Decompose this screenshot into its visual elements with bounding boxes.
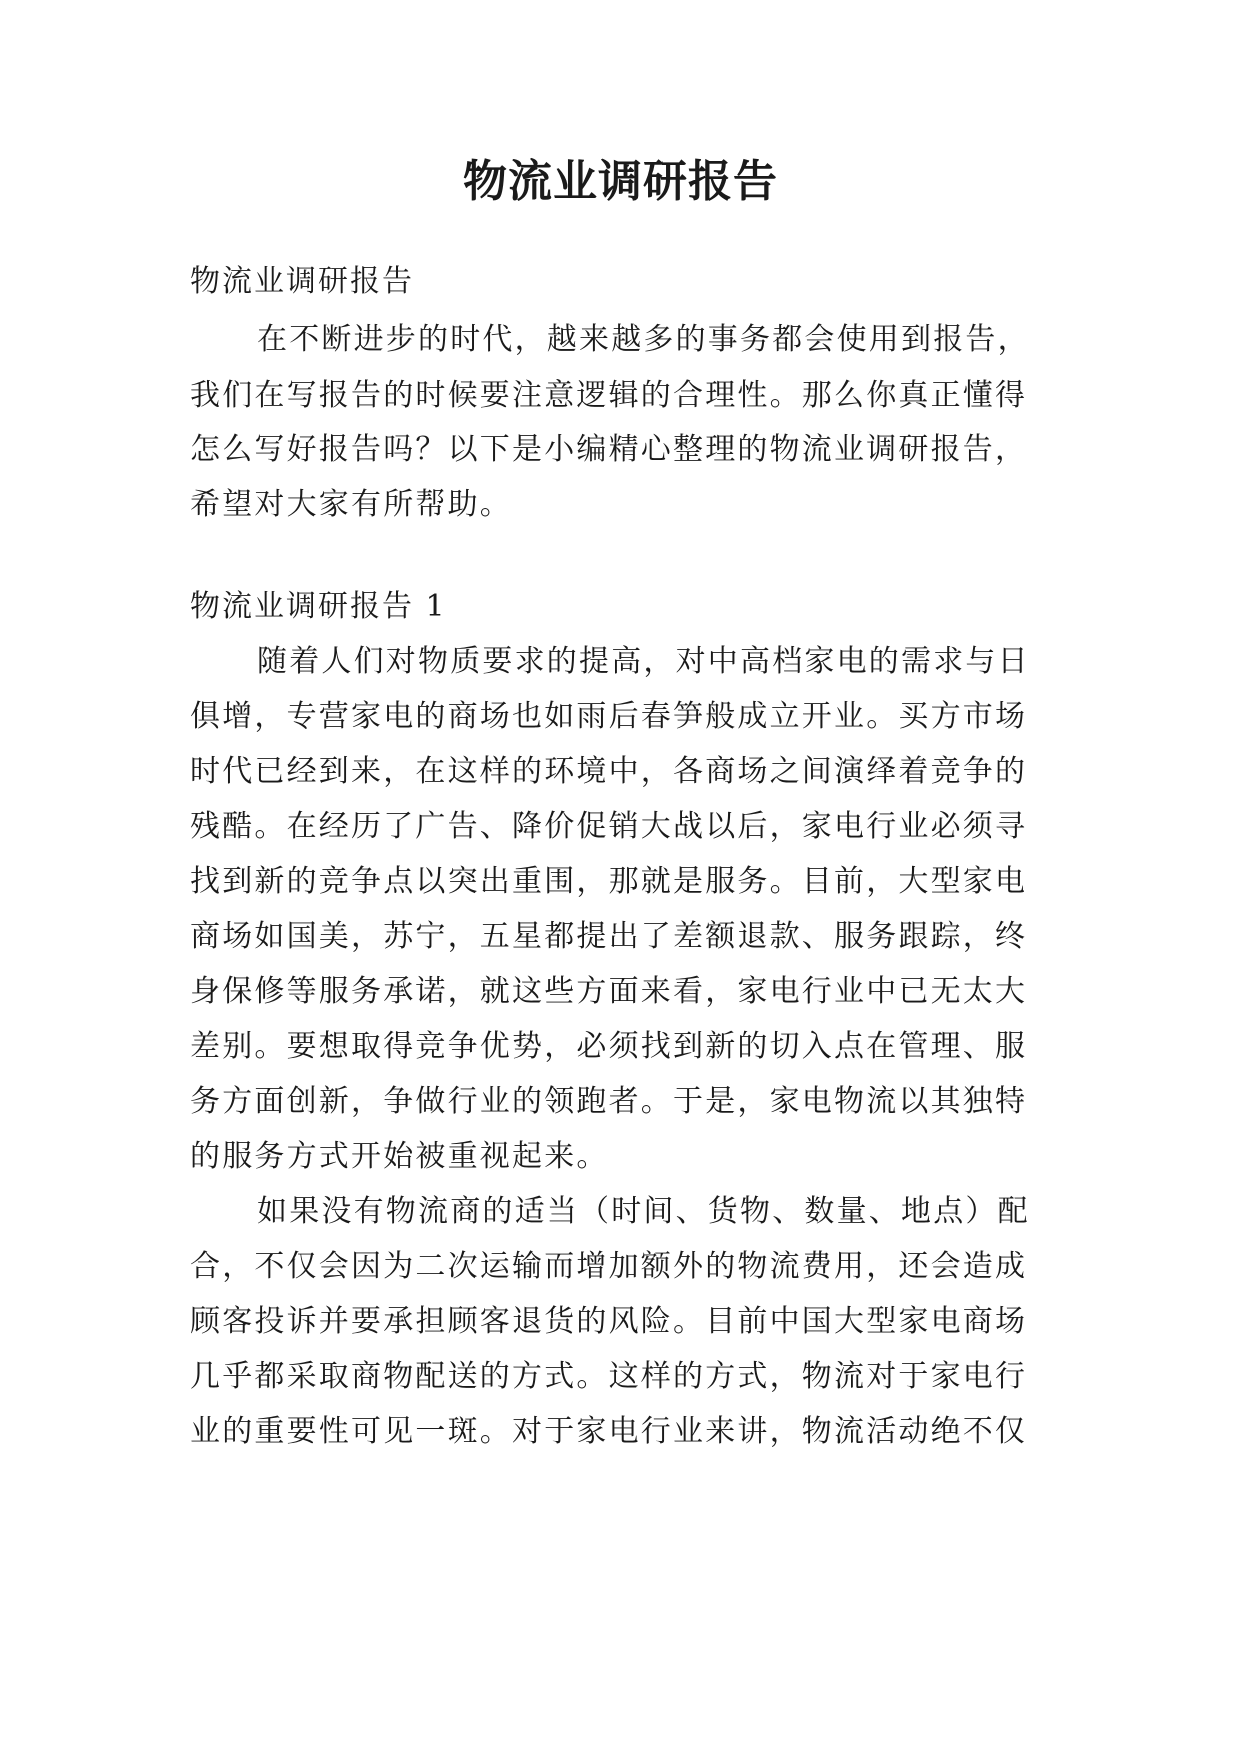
section1-para1-line-7: 身保修等服务承诺，就这些方面来看，家电行业中已无太大: [190, 974, 1028, 1009]
section1-para2-line-5: 业的重要性可见一斑。对于家电行业来讲，物流活动绝不仅: [190, 1414, 1028, 1449]
section1-para1-line-2: 俱增，专营家电的商场也如雨后春笋般成立开业。买方市场: [190, 699, 1028, 734]
intro-heading: 物流业调研报告: [190, 264, 414, 299]
section1-para2-line-2: 合，不仅会因为二次运输而增加额外的物流费用，还会造成: [190, 1249, 1028, 1284]
section1-para2-line-4: 几乎都采取商物配送的方式。这样的方式，物流对于家电行: [190, 1359, 1028, 1394]
intro-line-1: 在不断进步的时代，越来越多的事务都会使用到报告，: [257, 322, 1030, 357]
section1-para2-line-3: 顾客投诉并要承担顾客退货的风险。目前中国大型家电商场: [190, 1304, 1028, 1339]
section1-para1-line-9: 务方面创新，争做行业的领跑者。于是，家电物流以其独特: [190, 1084, 1028, 1119]
section1-para1-line-10: 的服务方式开始被重视起来。: [190, 1139, 609, 1174]
document-title: 物流业调研报告: [463, 156, 778, 207]
section1-para2-line-1: 如果没有物流商的适当（时间、货物、数量、地点）配: [257, 1194, 1030, 1229]
section1-para1-line-3: 时代已经到来，在这样的环境中，各商场之间演绎着竞争的: [190, 754, 1028, 789]
section1-para1-line-6: 商场如国美，苏宁，五星都提出了差额退款、服务跟踪，终: [190, 919, 1028, 954]
intro-line-3: 怎么写好报告吗？以下是小编精心整理的物流业调研报告，: [190, 432, 1028, 467]
section1-para1-line-5: 找到新的竞争点以突出重围，那就是服务。目前，大型家电: [190, 864, 1028, 899]
intro-line-4: 希望对大家有所帮助。: [190, 487, 512, 522]
intro-line-2: 我们在写报告的时候要注意逻辑的合理性。那么你真正懂得: [190, 378, 1028, 413]
section1-heading: 物流业调研报告 1: [190, 589, 447, 624]
section1-para1-line-4: 残酷。在经历了广告、降价促销大战以后，家电行业必须寻: [190, 809, 1028, 844]
section1-para1-line-1: 随着人们对物质要求的提高，对中高档家电的需求与日: [257, 644, 1030, 679]
section1-para1-line-8: 差别。要想取得竞争优势，必须找到新的切入点在管理、服: [190, 1029, 1028, 1064]
